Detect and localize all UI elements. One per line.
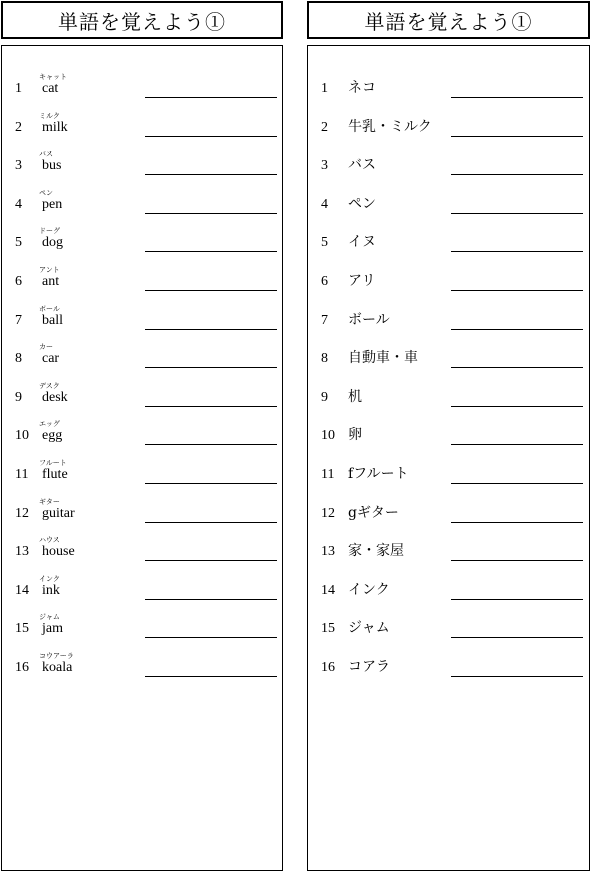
word-row (308, 521, 589, 560)
katakana-reading: ドーグ (39, 227, 60, 236)
english-word: ant (42, 274, 60, 289)
item-number: 6 (321, 274, 328, 289)
item-number: 7 (321, 312, 328, 328)
katakana-reading: キャット (39, 73, 67, 81)
japanese-word: ボール (348, 311, 390, 328)
item-number: 16 (15, 660, 29, 675)
english-word: koala (42, 660, 73, 675)
item-number: 8 (15, 351, 22, 367)
word-row (2, 290, 282, 328)
japanese-word: バス (348, 157, 376, 174)
item-number: 9 (15, 389, 22, 405)
word-row (2, 444, 282, 482)
japanese-word: インク (348, 581, 390, 598)
item-number: 11 (15, 467, 29, 482)
word-row (308, 637, 589, 675)
word-row (2, 97, 282, 135)
item-number: 7 (15, 312, 22, 328)
item-number: 8 (321, 351, 328, 367)
english-word: car (42, 351, 60, 367)
word-row (308, 58, 589, 96)
japanese-word: ジャム (348, 620, 390, 637)
word-row (308, 135, 589, 174)
word-row (2, 174, 282, 212)
item-number: 15 (321, 621, 335, 637)
katakana-reading: ハウス (39, 536, 60, 545)
japanese-word: 牛乳・ミルク (348, 118, 432, 135)
english-word: ink (42, 582, 60, 598)
item-number: 12 (15, 505, 29, 521)
english-word: bus (42, 158, 62, 174)
word-row (308, 97, 589, 135)
item-number: 5 (15, 235, 22, 251)
word-row (2, 135, 282, 174)
katakana-reading: アント (39, 266, 60, 274)
item-number: 5 (321, 235, 328, 251)
katakana-reading: フルート (39, 459, 67, 467)
item-number: 10 (15, 428, 29, 444)
english-word: pen (42, 196, 63, 212)
katakana-reading: ギター (39, 497, 60, 506)
japanese-word: ペン (348, 195, 376, 212)
japanese-word: ネコ (348, 80, 376, 96)
japanese-word: 自動車・車 (348, 350, 418, 367)
japanese-word: fフルート (348, 466, 409, 482)
item-number: 2 (321, 119, 328, 135)
katakana-reading: ミルク (39, 111, 60, 120)
japanese-word: 机 (348, 388, 362, 405)
word-row (2, 251, 282, 289)
japanese-word: 卵 (348, 427, 362, 444)
english-word: ball (42, 312, 63, 328)
word-row (2, 328, 282, 367)
right-title (307, 1, 590, 39)
english-word-list (1, 45, 283, 871)
word-row (2, 405, 282, 444)
item-number: 10 (321, 428, 335, 444)
word-row (308, 405, 589, 444)
english-word: house (42, 544, 75, 560)
item-number: 15 (15, 621, 29, 637)
word-row (2, 483, 282, 521)
japanese-word: gギター (348, 504, 399, 521)
word-row (308, 174, 589, 212)
japanese-word: 家・家屋 (348, 543, 404, 560)
katakana-reading: カー (39, 343, 53, 352)
katakana-reading: ボール (39, 304, 60, 313)
word-row (308, 212, 589, 251)
word-row (2, 367, 282, 405)
japanese-word: アリ (348, 273, 376, 289)
english-word: milk (42, 119, 68, 135)
item-number: 14 (321, 582, 335, 598)
item-number: 2 (15, 119, 22, 135)
item-number: 16 (321, 660, 335, 675)
english-word: jam (42, 621, 63, 637)
left-title-text: 単語を覚えよう① (58, 9, 226, 34)
answer-line[interactable] (145, 676, 277, 677)
katakana-reading: ペン (39, 188, 53, 197)
english-word: guitar (42, 505, 75, 521)
japanese-word-list (307, 45, 590, 871)
word-row (308, 367, 589, 405)
item-number: 13 (321, 544, 335, 560)
katakana-reading: コウアーラ (39, 652, 74, 660)
word-row (308, 560, 589, 598)
word-row (308, 328, 589, 367)
english-word: desk (42, 389, 68, 405)
item-number: 4 (15, 196, 22, 212)
katakana-reading: デスク (39, 381, 60, 390)
word-row (2, 637, 282, 675)
answer-line[interactable] (451, 676, 583, 677)
right-title-text: 単語を覚えよう① (364, 9, 533, 34)
word-row (308, 251, 589, 289)
item-number: 3 (321, 158, 328, 174)
word-row (308, 483, 589, 521)
katakana-reading: ジャム (39, 613, 60, 622)
word-row (2, 58, 282, 96)
item-number: 11 (321, 467, 335, 482)
item-number: 6 (15, 274, 22, 289)
word-row (2, 521, 282, 560)
item-number: 13 (15, 544, 29, 560)
item-number: 4 (321, 196, 328, 212)
item-number: 3 (15, 158, 22, 174)
word-row (2, 212, 282, 251)
item-number: 1 (15, 81, 22, 96)
english-word: flute (42, 467, 68, 482)
katakana-reading: インク (39, 574, 60, 583)
english-word: egg (42, 428, 63, 444)
word-row (308, 290, 589, 328)
english-word: dog (42, 235, 63, 251)
item-number: 1 (321, 81, 328, 96)
word-row (2, 598, 282, 637)
item-number: 14 (15, 582, 29, 598)
japanese-word: コアラ (348, 659, 390, 675)
katakana-reading: エッグ (39, 420, 60, 429)
item-number: 12 (321, 505, 335, 521)
word-row (2, 560, 282, 598)
japanese-word: イヌ (348, 234, 376, 251)
katakana-reading: バス (39, 150, 53, 159)
item-number: 9 (321, 389, 328, 405)
word-row (308, 598, 589, 637)
english-word: cat (42, 81, 59, 96)
word-row (308, 444, 589, 482)
left-title (1, 1, 283, 39)
